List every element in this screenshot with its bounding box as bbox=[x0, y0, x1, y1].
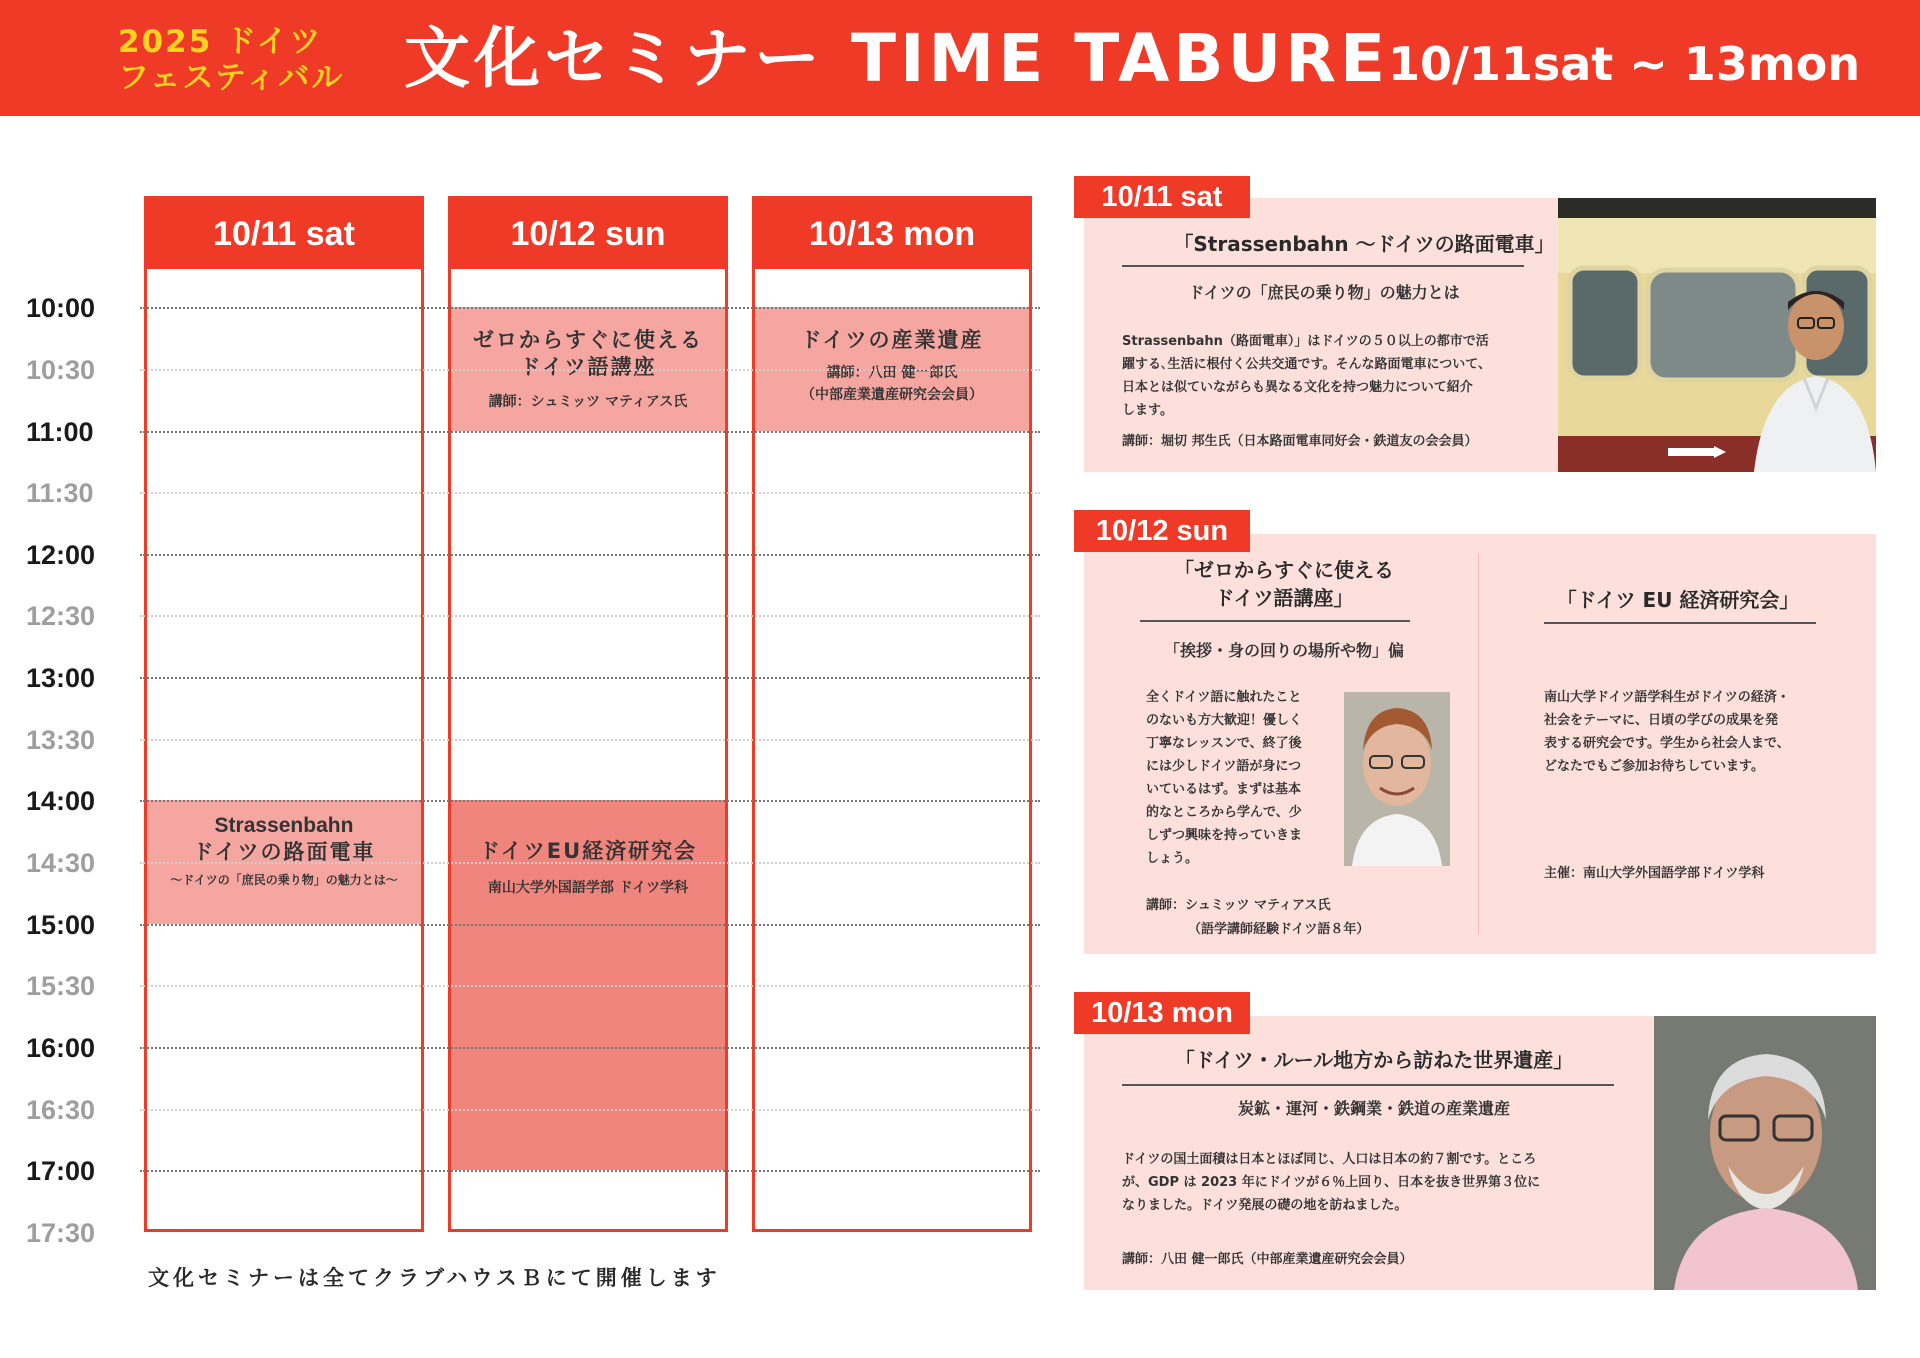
detail-body bbox=[1122, 330, 1552, 422]
date-tag: 10/12 sun bbox=[1074, 510, 1250, 552]
lecturer-photo bbox=[1654, 1016, 1876, 1290]
body-line: Strassenbahn（路面電車）」はドイツの５０以上の都市で活 bbox=[1122, 334, 1489, 349]
day-header: 10/12 sun bbox=[451, 199, 725, 269]
grid-line bbox=[140, 1109, 1040, 1111]
detail-subtitle: 炭鉱・運河・鉄鋼業・鉄道の産業遺産 bbox=[1237, 1099, 1510, 1118]
time-label: 16:30 bbox=[26, 1095, 96, 1125]
time-label: 15:00 bbox=[26, 910, 96, 940]
time-label: 10:30 bbox=[26, 355, 96, 385]
header-dates: 10/11sat ~ 13mon bbox=[1388, 37, 1861, 91]
detail-panel-sat bbox=[1084, 198, 1876, 472]
grid-line bbox=[140, 800, 1040, 802]
body-line: しずつ興味を持っていきま bbox=[1146, 828, 1303, 843]
body-line: 全くドイツ語に触れたこと bbox=[1146, 690, 1302, 705]
event-title: ドイツEU経済研究会 bbox=[478, 839, 698, 863]
time-label: 13:30 bbox=[26, 725, 96, 755]
event-subtitle: ～ドイツの「庶民の乗り物」の魅力とは～ bbox=[170, 873, 398, 887]
detail-lecturer: 講師：堀切 邦生氏（日本路面電車同好会・鉄道友の会会員） bbox=[1122, 434, 1478, 449]
grid-line bbox=[140, 1047, 1040, 1049]
detail-lecturer: 講師：八田 健一郎氏（中部産業遺産研究会会員） bbox=[1122, 1252, 1413, 1267]
title-rule bbox=[1140, 620, 1410, 622]
detail-body bbox=[1544, 686, 1864, 778]
grid-line bbox=[140, 492, 1040, 494]
grid-line bbox=[140, 431, 1040, 433]
time-label: 17:00 bbox=[26, 1156, 96, 1186]
time-label: 11:30 bbox=[26, 478, 94, 508]
time-label: 10:00 bbox=[26, 293, 96, 323]
time-label: 14:30 bbox=[26, 848, 96, 878]
event-title: ドイツの路面電車 bbox=[192, 840, 376, 864]
body-line: 的なところから学んで、少 bbox=[1146, 805, 1302, 820]
detail-panel-sun bbox=[1084, 534, 1876, 954]
body-line: 南山大学ドイツ語学科生がドイツの経済・ bbox=[1544, 690, 1790, 705]
body-line: 躍する､生活に根付く公共交通です。そんな路面電車について、 bbox=[1122, 357, 1491, 372]
detail-title: 「ドイツ・ルール地方から訪ねた世界遺産」 bbox=[1174, 1048, 1574, 1072]
grid-line bbox=[140, 739, 1040, 741]
event-lecturer: 講師：シュミッツ マティアス氏 bbox=[488, 394, 688, 410]
grid-line bbox=[140, 985, 1040, 987]
body-line: します。 bbox=[1122, 403, 1173, 418]
grid-line bbox=[140, 554, 1040, 556]
date-tag: 10/13 mon bbox=[1074, 992, 1250, 1034]
time-label: 17:30 bbox=[26, 1218, 96, 1248]
festival-line-1: 2025 ドイツ bbox=[118, 24, 323, 60]
title-rule bbox=[1544, 622, 1816, 624]
grid-line bbox=[140, 615, 1040, 617]
event-affiliation: （中部産業遺産研究会会員） bbox=[801, 387, 983, 403]
venue-note: 文化セミナーは全てクラブハウスＢにて開催します bbox=[148, 1266, 721, 1290]
body-line: 日本とは似ていながらも異なる文化を持つ魅力について紹介 bbox=[1122, 380, 1473, 395]
body-line: には少しドイツ語が身につ bbox=[1146, 759, 1302, 774]
detail-subtitle: ドイツの「庶民の乗り物」の魅力とは bbox=[1188, 283, 1460, 302]
body-line: なりました。ドイツ発展の礎の地を訪ねました。 bbox=[1122, 1198, 1408, 1213]
date-tag: 10/11 sat bbox=[1074, 176, 1250, 218]
day-header: 10/13 mon bbox=[755, 199, 1029, 269]
event-title: ゼロからすぐに使える bbox=[473, 328, 703, 352]
time-label: 13:00 bbox=[26, 663, 96, 693]
detail-lecturer-note: （語学講師経験ドイツ語８年） bbox=[1188, 922, 1370, 937]
body-line: どなたでもご参加お待ちしています。 bbox=[1544, 759, 1764, 774]
detail-lecturer: 講師：シュミッツ マティアス氏 bbox=[1146, 898, 1331, 913]
time-label: 12:00 bbox=[26, 540, 96, 570]
detail-title: 「ドイツ EU 経済研究会」 bbox=[1556, 588, 1800, 612]
event-title: ドイツの産業遺産 bbox=[800, 328, 984, 352]
body-line: 表する研究会です。学生から社会人まで、 bbox=[1544, 736, 1790, 751]
grid-line bbox=[140, 369, 1040, 371]
event-organizer: 南山大学外国語学部 ドイツ学科 bbox=[487, 880, 689, 896]
detail-subtitle: 「挨拶・身の回りの場所や物」偏 bbox=[1163, 641, 1404, 660]
detail-body bbox=[1146, 686, 1346, 870]
body-line: 丁寧なレッスンで、終了後 bbox=[1146, 736, 1302, 751]
day-column-sat bbox=[144, 196, 424, 1232]
time-label: 16:00 bbox=[26, 1033, 96, 1063]
body-line: いているはず。まずは基本 bbox=[1146, 782, 1301, 797]
title-line: 「ゼロからすぐに使える bbox=[1174, 558, 1394, 582]
time-label: 15:30 bbox=[26, 971, 96, 1001]
title-rule bbox=[1122, 1084, 1614, 1086]
grid-line bbox=[140, 862, 1040, 864]
grid-line bbox=[140, 677, 1040, 679]
grid-line bbox=[140, 307, 1040, 309]
event-title: Strassenbahn bbox=[214, 814, 354, 837]
event-title: ドイツ語講座 bbox=[519, 355, 657, 379]
panel-divider bbox=[1478, 554, 1479, 934]
detail-title: 「Strassenbahn ～ドイツの路面電車」 bbox=[1173, 232, 1555, 256]
body-line: のないも方大歓迎！優しく bbox=[1146, 713, 1303, 728]
day-header: 10/11 sat bbox=[147, 199, 421, 269]
time-label: 11:00 bbox=[26, 417, 94, 447]
lecturer-photo bbox=[1344, 692, 1450, 866]
title-line: ドイツ語講座」 bbox=[1214, 586, 1354, 610]
detail-title bbox=[1104, 556, 1464, 612]
event-lecturer: 講師：八田 健一郎氏 bbox=[826, 365, 958, 381]
body-line: ドイツの国土面積は日本とほぼ同じ、人口は日本の約７割です。ところ bbox=[1122, 1152, 1537, 1167]
time-label: 14:00 bbox=[26, 786, 96, 816]
detail-panel-mon bbox=[1084, 1016, 1876, 1290]
title-rule bbox=[1122, 265, 1524, 267]
tram-photo bbox=[1558, 198, 1876, 472]
body-line: しょう。 bbox=[1146, 851, 1199, 866]
detail-host: 主催：南山大学外国語学部ドイツ学科 bbox=[1544, 866, 1765, 881]
grid-line bbox=[140, 1170, 1040, 1172]
header-banner bbox=[0, 0, 1920, 116]
body-line: 社会をテーマに、日頃の学びの成果を発 bbox=[1544, 713, 1779, 728]
grid-line bbox=[140, 924, 1040, 926]
festival-line-2: フェスティバル bbox=[118, 60, 345, 96]
time-label: 12:30 bbox=[26, 601, 96, 631]
body-line: が、GDP は 2023 年にドイツが６％上回り、日本を抜き世界第３位に bbox=[1122, 1175, 1541, 1190]
detail-body bbox=[1122, 1148, 1662, 1217]
festival-logo bbox=[118, 24, 378, 96]
page-title: 文化セミナー TIME TABURE bbox=[404, 20, 1390, 97]
